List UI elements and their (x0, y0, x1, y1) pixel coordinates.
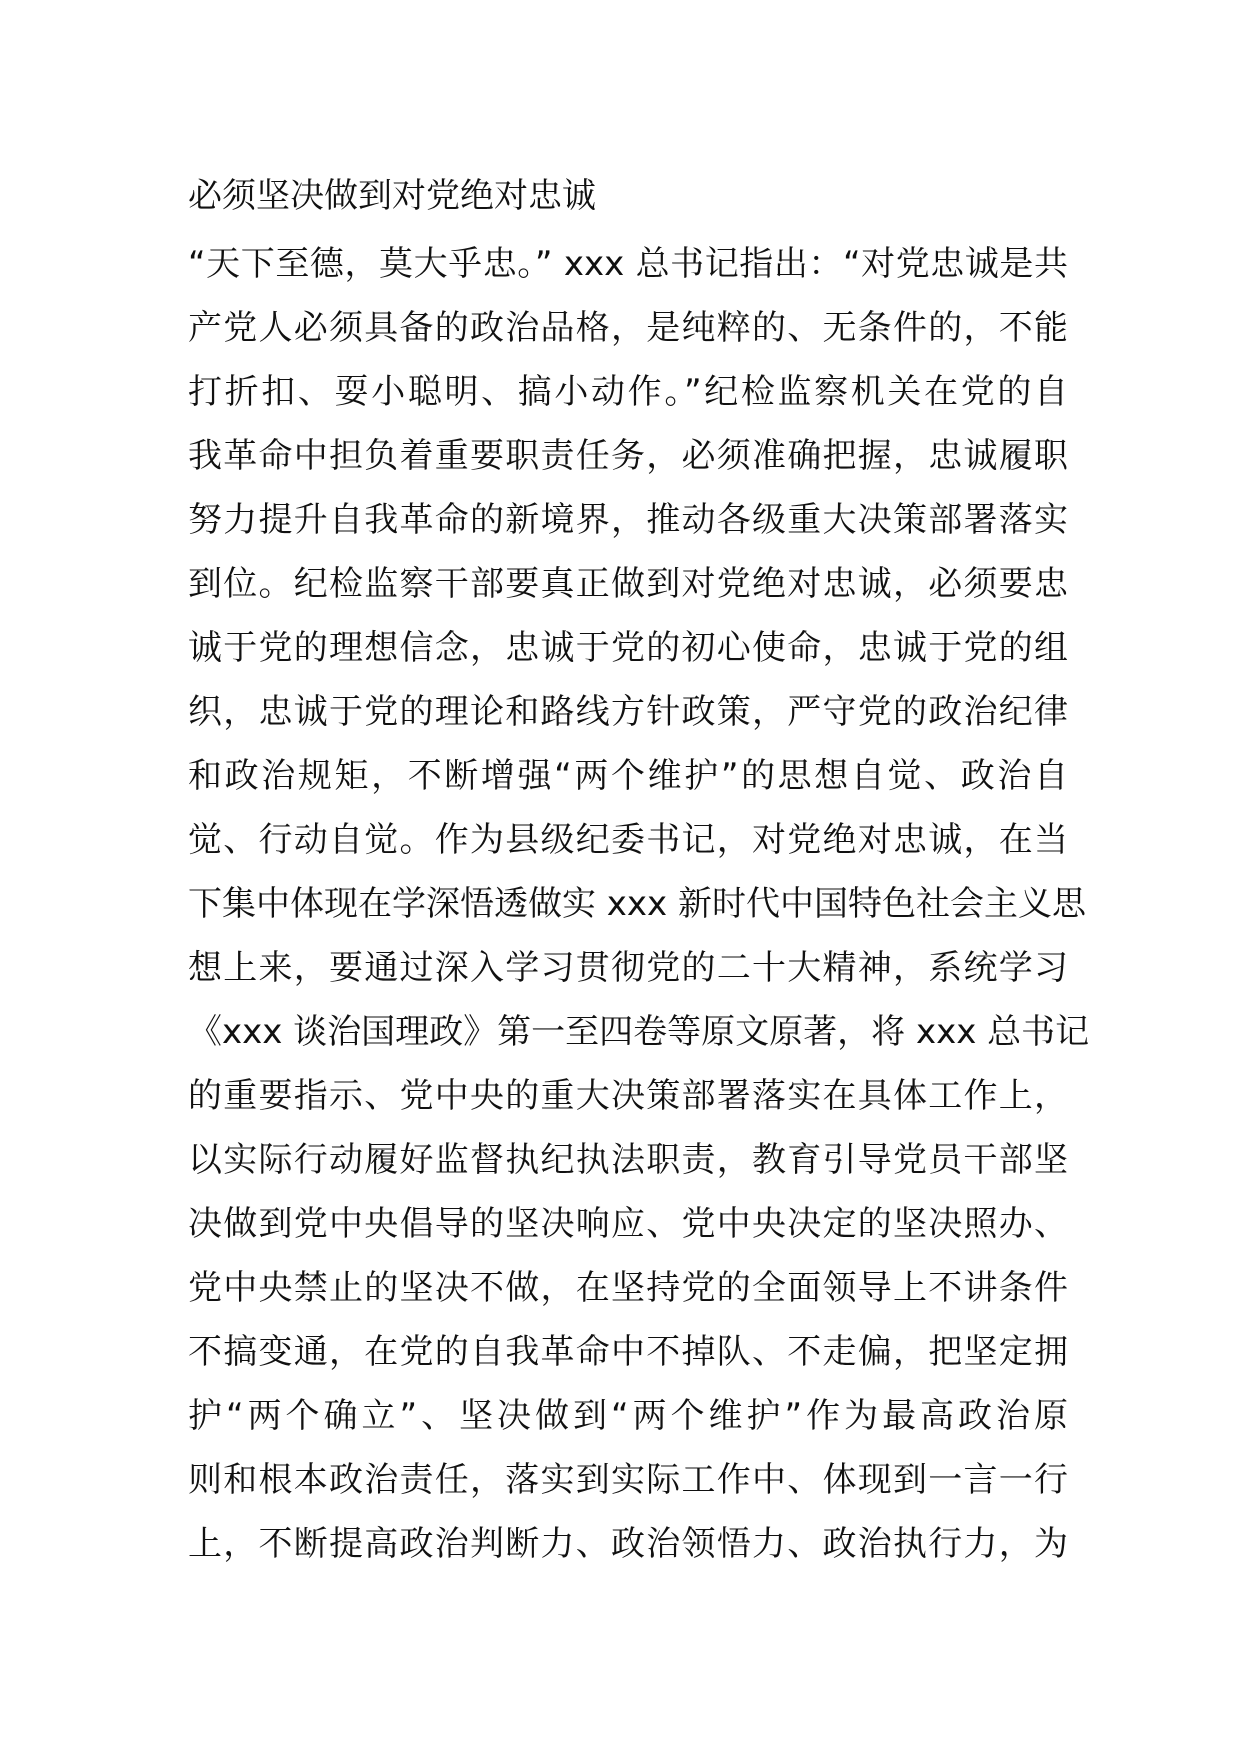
paragraph-line: 上，不断提高政治判断力、政治领悟力、政治执行力，为 (188, 1524, 1068, 1564)
section-heading: 必须坚决做到对党绝对忠诚 (188, 176, 596, 216)
paragraph-line: 《xxx 谈治国理政》第一至四卷等原文原著，将 xxx 总书记 (188, 1012, 1090, 1052)
paragraph-line: “天下至德，莫大乎忠。” xxx 总书记指出：“对党忠诚是共 (188, 244, 1068, 284)
paragraph-line: 的重要指示、党中央的重大决策部署落实在具体工作上， (188, 1076, 1068, 1116)
paragraph-line: 以实际行动履好监督执纪执法职责，教育引导党员干部坚 (188, 1140, 1068, 1180)
paragraph-line: 下集中体现在学深悟透做实 xxx 新时代中国特色社会主义思 (188, 884, 1086, 924)
paragraph-line: 织，忠诚于党的理论和路线方针政策，严守党的政治纪律 (188, 692, 1068, 732)
paragraph-line: 诚于党的理想信念，忠诚于党的初心使命，忠诚于党的组 (188, 628, 1068, 668)
body-paragraph (188, 232, 1090, 1576)
paragraph-line: 和政治规矩，不断增强“两个维护”的思想自觉、政治自 (188, 756, 1068, 796)
paragraph-line: 则和根本政治责任，落实到实际工作中、体现到一言一行 (188, 1460, 1068, 1500)
paragraph-line: 打折扣、耍小聪明、搞小动作。”纪检监察机关在党的自 (188, 372, 1068, 412)
paragraph-line: 护“两个确立”、坚决做到“两个维护”作为最高政治原 (188, 1396, 1068, 1436)
paragraph-line: 不搞变通，在党的自我革命中不掉队、不走偏，把坚定拥 (188, 1332, 1068, 1372)
paragraph-line: 产党人必须具备的政治品格，是纯粹的、无条件的，不能 (188, 308, 1068, 348)
paragraph-line: 决做到党中央倡导的坚决响应、党中央决定的坚决照办、 (188, 1204, 1068, 1244)
paragraph-line: 党中央禁止的坚决不做，在坚持党的全面领导上不讲条件 (188, 1268, 1068, 1308)
paragraph-line: 我革命中担负着重要职责任务，必须准确把握，忠诚履职 (188, 436, 1068, 476)
paragraph-line: 努力提升自我革命的新境界，推动各级重大决策部署落实 (188, 500, 1068, 540)
paragraph-line: 到位。纪检监察干部要真正做到对党绝对忠诚，必须要忠 (188, 564, 1068, 604)
paragraph-line: 觉、行动自觉。作为县级纪委书记，对党绝对忠诚，在当 (188, 820, 1068, 860)
paragraph-line: 想上来，要通过深入学习贯彻党的二十大精神，系统学习 (188, 948, 1068, 988)
